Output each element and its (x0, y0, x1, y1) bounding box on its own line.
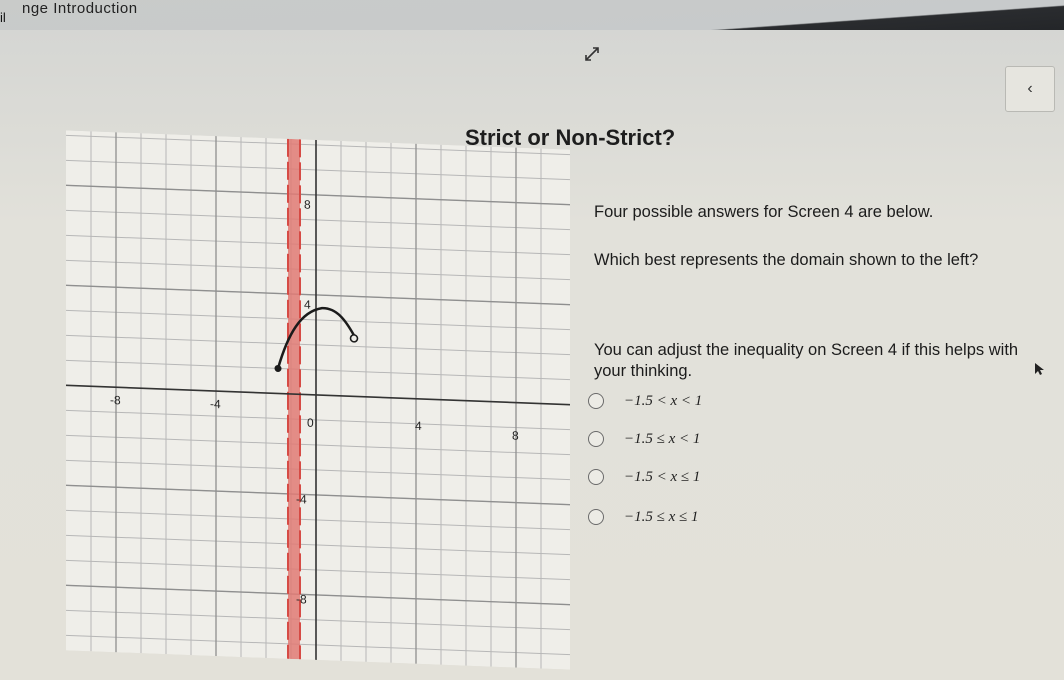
x-tick-label: -4 (210, 396, 221, 412)
lesson-title: nge Introduction (22, 0, 138, 17)
chevron-left-icon: ‹ (1027, 80, 1033, 97)
x-tick-label: 8 (511, 428, 519, 443)
y-tick-label: 4 (304, 297, 311, 312)
answer-choice-4[interactable] (588, 506, 699, 528)
radio-button[interactable] (588, 509, 604, 525)
choice-label: −1.5 < x ≤ 1 (624, 468, 701, 485)
answer-choice-3[interactable] (588, 466, 700, 488)
answer-choice-2[interactable] (588, 428, 700, 450)
x-tick-label: 4 (415, 418, 422, 433)
y-tick-label: -4 (296, 492, 307, 507)
open-endpoint (351, 335, 358, 342)
answer-choice-1[interactable] (588, 390, 702, 412)
radio-button[interactable] (588, 393, 604, 409)
choice-label: −1.5 ≤ x < 1 (624, 430, 701, 447)
top-bar-left-text: il (0, 10, 6, 25)
expand-arrows-icon[interactable] (582, 44, 602, 64)
radio-button[interactable] (588, 431, 604, 447)
domain-band (288, 139, 300, 659)
x-tick-label: -8 (110, 393, 121, 408)
mouse-cursor-icon (1034, 362, 1046, 379)
y-tick-label: -8 (296, 592, 307, 607)
y-tick-label: 8 (304, 197, 311, 212)
previous-screen-button[interactable] (1005, 66, 1055, 112)
radio-button[interactable] (588, 469, 604, 485)
prompt-hint: You can adjust the inequality on Screen 4 if this helps with your thinking. (594, 341, 1019, 380)
prompt-intro: Four possible answers for Screen 4 are below. (594, 203, 934, 221)
prompt-question: Which best represents the domain shown to the left? (594, 251, 979, 269)
screen-title: Strict or Non-Strict? (465, 125, 676, 150)
coordinate-graph[interactable] (66, 130, 570, 669)
choice-label: −1.5 ≤ x ≤ 1 (624, 508, 699, 525)
x-tick-label: 0 (307, 415, 314, 430)
choice-label: −1.5 < x < 1 (624, 392, 703, 409)
